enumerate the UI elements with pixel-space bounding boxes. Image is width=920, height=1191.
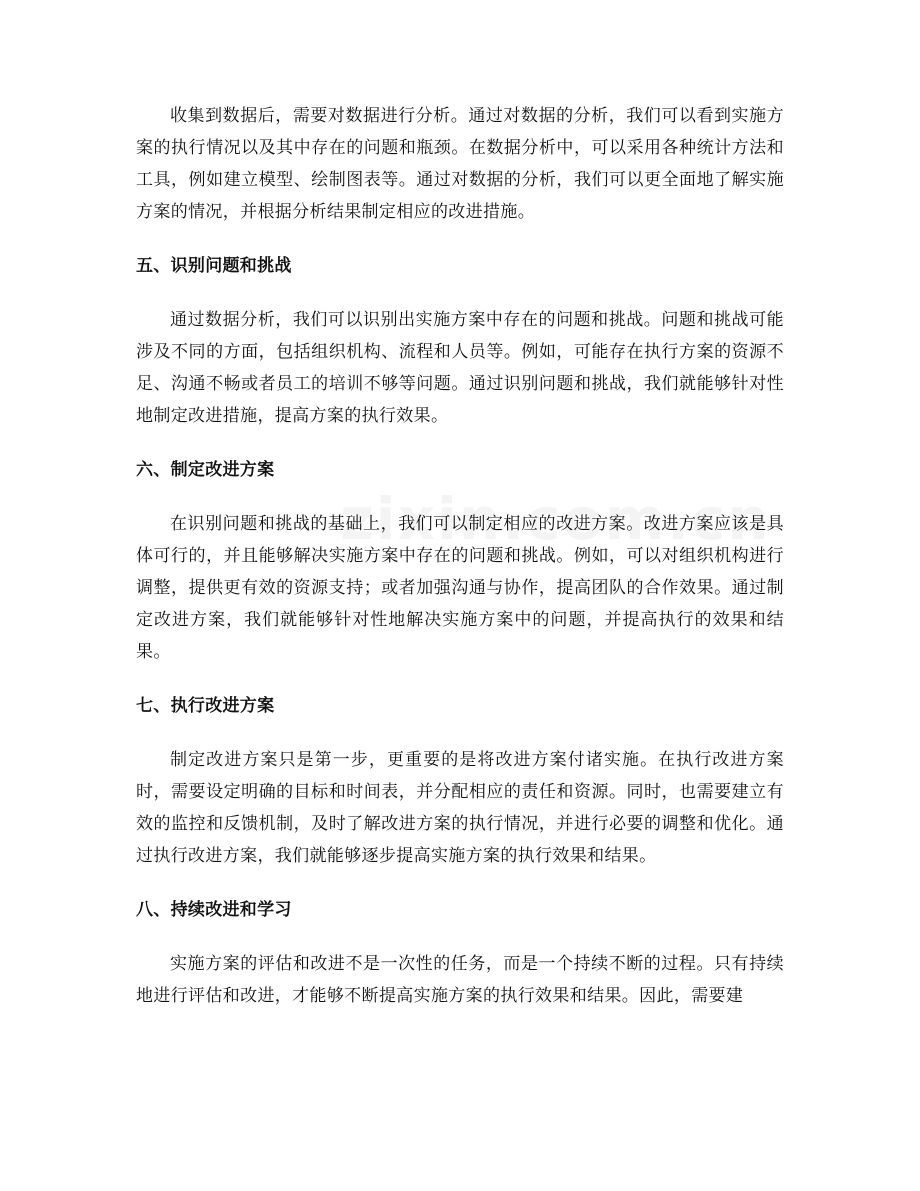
paragraph-continuous-improvement: 实施方案的评估和改进不是一次性的任务，而是一个持续不断的过程。只有持续地进行评估和改进，才能够不断提高实施方案的执行效果和结果。因此，需要建 [136,954,784,1006]
heading-identify-problems: 五、识别问题和挑战 [136,256,292,276]
paragraph-make-improvement-plan: 在识别问题和挑战的基础上，我们可以制定相应的改进方案。改进方案应该是具体可行的，并且能够解决实施方案中存在的问题和挑战。例如，可以对组织机构进行调整，提供更有效的资源支持；或者加强沟通与协作，提高团队的合作效果。通过制定改进方案，我们就能够针对性地解决实施方案中的问题，并提高执行的效果和结果。 [136,514,784,662]
paragraph-identify-problems: 通过数据分析，我们可以识别出实施方案中存在的问题和挑战。问题和挑战可能涉及不同的方面，包括组织机构、流程和人员等。例如，可能存在执行方案的资源不足、沟通不畅或者员工的培训不够等问题。通过识别问题和挑战，我们就能够针对性地制定改进措施，提高方案的执行效果。 [136,310,784,426]
heading-make-improvement-plan: 六、制定改进方案 [136,460,275,480]
heading-execute-improvement-plan: 七、执行改进方案 [136,696,275,716]
paragraph-data-analysis: 收集到数据后，需要对数据进行分析。通过对数据的分析，我们可以看到实施方案的执行情况以及其中存在的问题和瓶颈。在数据分析中，可以采用各种统计方法和工具，例如建立模型、绘制图表等。通过对数据的分析，我们可以更全面地了解实施方案的情况，并根据分析结果制定相应的改进措施。 [136,106,784,222]
paragraph-execute-improvement-plan: 制定改进方案只是第一步，更重要的是将改进方案付诸实施。在执行改进方案时，需要设定明确的目标和时间表，并分配相应的责任和资源。同时，也需要建立有效的监控和反馈机制，及时了解改进方案的执行情况，并进行必要的调整和优化。通过执行改进方案，我们就能够逐步提高实施方案的执行效果和结果。 [136,750,784,866]
heading-continuous-improvement: 八、持续改进和学习 [136,900,292,920]
